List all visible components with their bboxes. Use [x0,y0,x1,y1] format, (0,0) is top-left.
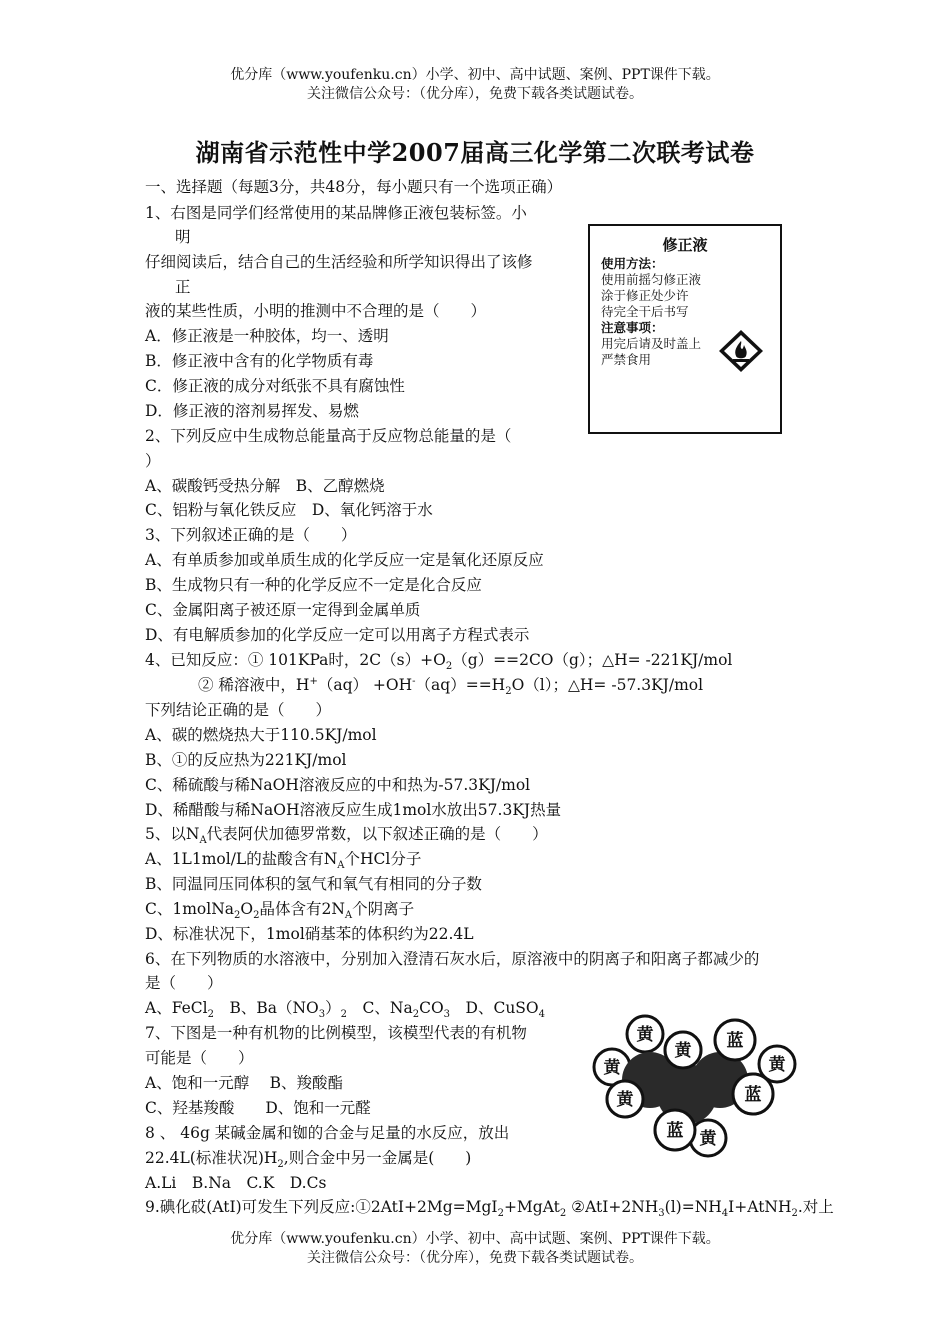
label-usage-1: 使用前摇匀修正液 [601,272,702,287]
atom-label: 黄 [636,1025,654,1045]
page-header-line2: 关注微信公众号：（优分库），免费下载各类试题试卷。 [307,86,643,102]
q5-option-d: D、标准状况下，1mol硝基苯的体积约为22.4L [145,925,474,943]
q4-reaction-1: 4、已知反应：① 101KPa时，$2C(s)+O_2(g)==2CO(g)$；△H= -221KJ/mol [145,651,733,673]
q8-options: A.Li B.Na C.K D.Cs [145,1174,327,1192]
q5-option-c: C、$1molNa_2O_2$晶体含有$2N_A$个阴离子 [145,900,415,922]
q2-options-ab: A、碳酸钙受热分解 B、乙醇燃烧 [145,477,385,495]
q2-options-cd: C、铝粉与氧化铁反应 D、氧化钙溶于水 [145,501,433,519]
q4-option-c: C、稀硫酸与稀NaOH溶液反应的中和热为-57.3KJ/mol [145,776,531,794]
q4-option-b: B、①的反应热为221KJ/mol [145,751,347,769]
atom-label: 蓝 [666,1121,684,1141]
q4-stem: 下列结论正确的是（ ） [145,701,332,719]
atom-label: 蓝 [744,1085,762,1105]
q1-option-b: B．修正液中含有的化学物质有毒 [145,352,374,370]
q7-stem-line2: 可能是（ ） [145,1049,254,1067]
q3-option-a: A、有单质参加或单质生成的化学反应一定是氧化还原反应 [145,551,544,569]
atom-label: 黄 [768,1055,786,1075]
label-notice-1: 用完后请及时盖上 [601,336,702,351]
q6-options: A、FeCl$_2$ B、$Ba(NO_3)_2$ C、$Na_2CO_3$ D、CuSO$_4$ [145,999,546,1021]
q1-stem-line2b: 正 [175,278,191,296]
section-heading: 一、选择题（每题3分，共48分，每小题只有一个选项正确） [145,178,563,196]
q3-option-b: B、生成物只有一种的化学反应不一定是化合反应 [145,576,482,594]
q8-stem-line1: 8 、 46g 某碱金属和铷的合金与足量的水反应，放出 [145,1124,510,1142]
label-notice-heading: 注意事项： [601,320,664,335]
q1-option-d: D．修正液的溶剂易挥发、易燃 [145,402,359,420]
q5-option-a: A、1L1mol/L的盐酸含有$N_A$个HCl分子 [145,850,422,872]
q9-stem-line1: 9.碘化砹(AtI)可发生下列反应:①2AtI+2Mg=MgI$_2$+MgAt$_2$ $②AtI+2NH_3(l)=NH_4I+AtNH_2$.对上 [145,1198,834,1220]
correction-fluid-label [588,224,782,434]
label-notice-2: 严禁食用 [601,352,652,367]
q4-reaction-2: ② 稀溶液中，$H^+(aq) +OH^-(aq)==H_2O(l)$；△H= -57.3KJ/mol [198,675,704,698]
q6-stem-line1: 6、在下列物质的水溶液中，分别加入澄清石灰水后，原溶液中的阴离子和阳离子都减少的 [145,950,760,968]
q1-stem-line1: 1、右图是同学们经常使用的某品牌修正液包装标签。小 [145,204,527,222]
page-footer-line2: 关注微信公众号：（优分库），免费下载各类试题试卷。 [307,1250,643,1266]
q7-stem-line1: 7、下图是一种有机物的比例模型，该模型代表的有机物 [145,1024,527,1042]
q2-stem-line1: 2、下列反应中生成物总能量高于反应物总能量的是（ [145,427,512,445]
q3-option-c: C、金属阳离子被还原一定得到金属单质 [145,601,421,619]
q2-stem-line1b: ） [145,452,161,470]
q1-stem-line1b: 明 [175,228,191,246]
atom-label: 黄 [616,1090,634,1110]
q6-stem-line2: 是（ ） [145,974,223,992]
q1-stem-line3: 液的某些性质，小明的推测中不合理的是（ ） [145,302,487,320]
label-title: 修正液 [662,236,708,254]
q7-options-cd: C、羟基羧酸 D、饱和一元醛 [145,1099,371,1117]
q3-stem: 3、下列叙述正确的是（ ） [145,526,357,544]
page-footer-line1: 优分库（www.youfenku.cn）小学、初中、高中试题、案例、PPT课件下载。 [230,1231,720,1247]
q3-option-d: D、有电解质参加的化学反应一定可以用离子方程式表示 [145,626,530,644]
q1-option-a: A．修正液是一种胶体，均一、透明 [145,327,389,345]
atom-label: 黄 [699,1129,717,1149]
q8-stem-line2: 22.4L(标准状况)$H_2$,则合金中另一金属是( ) [145,1149,472,1171]
q4-option-a: A、碳的燃烧热大于110.5KJ/mol [145,726,377,744]
label-usage-heading: 使用方法： [601,256,664,271]
molecule-model-figure [590,1012,800,1160]
page-header-line1: 优分库（www.youfenku.cn）小学、初中、高中试题、案例、PPT课件下载。 [230,67,720,83]
q7-options-ab: A、饱和一元醇 B、羧酸酯 [145,1074,344,1092]
q1-option-c: C．修正液的成分对纸张不具有腐蚀性 [145,377,405,395]
atom-label: 蓝 [726,1031,744,1051]
exam-title: 湖南省示范性中学2007届高三化学第二次联考试卷 [195,138,755,167]
q5-stem: 5、以$N_A$代表阿伏加德罗常数，以下叙述正确的是（ ） [145,825,548,847]
atom-label: 黄 [603,1058,621,1078]
label-usage-2: 涂于修正处少许 [601,288,689,303]
q5-option-b: B、同温同压同体积的氢气和氧气有相同的分子数 [145,875,482,893]
q4-option-d: D、稀醋酸与稀NaOH溶液反应生成1mol水放出57.3KJ热量 [145,801,562,819]
label-usage-3: 待完全干后书写 [601,304,689,319]
flammable-hazard-icon [718,329,764,373]
q1-stem-line2: 仔细阅读后，结合自己的生活经验和所学知识得出了该修 [145,253,533,271]
atom-label: 黄 [674,1041,692,1061]
